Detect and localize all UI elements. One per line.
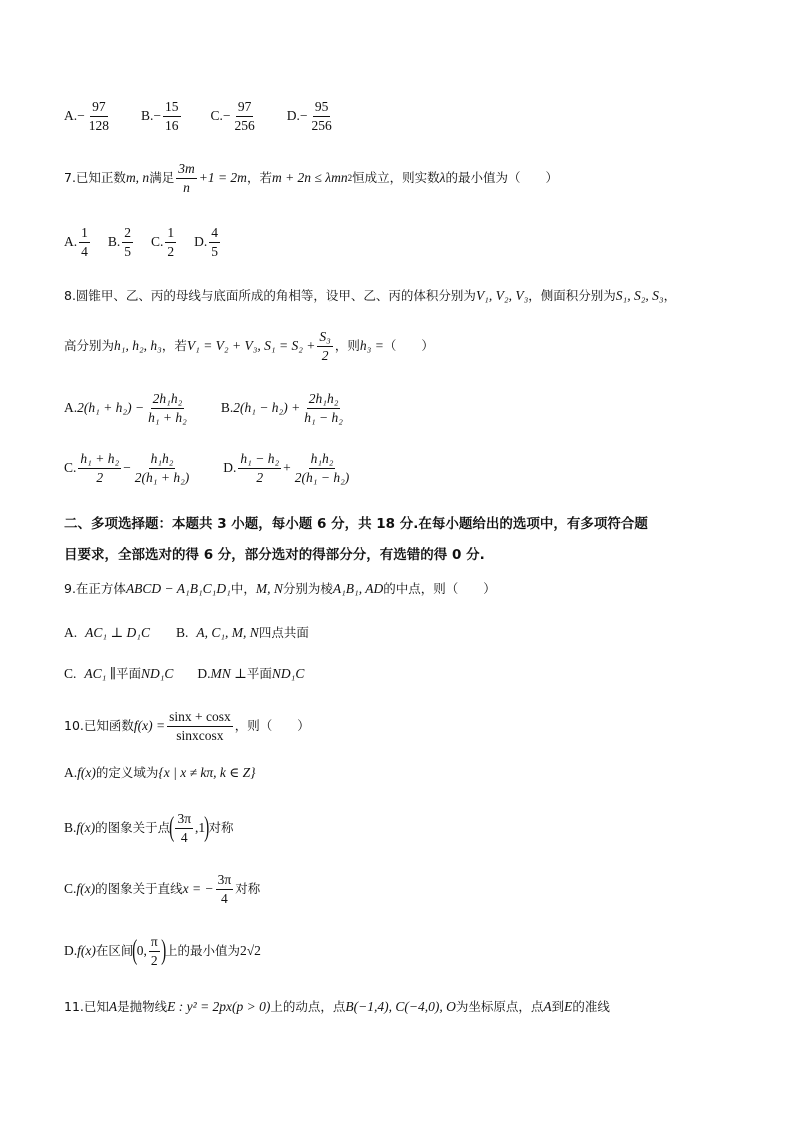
q9-stem: 9.在正方体 ABCD − A₁B₁C₁D₁ 中， M, N 分别为棱 A₁B₁, AD 的中点，则（ ） bbox=[64, 580, 496, 596]
q6-option-d: D. − $\frac{95}{256}$ bbox=[286, 99, 332, 133]
q6-option-c: C. − $\frac{97}{256}$ bbox=[210, 99, 255, 133]
fraction: $\frac{3m}{n}$ bbox=[178, 161, 195, 195]
q7-option-c: C. $\frac{1}{2}$ bbox=[151, 225, 175, 259]
q8-option-a: A. 2(h₁ + h₂) − $\frac{\text{2h₁h₂}}{\text{h₁ + h₂}}$ bbox=[64, 391, 187, 425]
section-header-line1: 二、多项选择题：本题共 3 小题，每小题 6 分，共 18 分.在每小题给出的选项中，有多项符合题 bbox=[64, 516, 648, 532]
q7-option-a: A. $\frac{1}{4}$ bbox=[64, 225, 88, 259]
q6-options bbox=[64, 100, 364, 132]
fraction: $\frac{97}{256}$ bbox=[234, 99, 255, 133]
q9-option-a: A. AC₁ ⊥ D₁C bbox=[64, 625, 150, 640]
fraction: $\frac{\text{S₃}}{2}$ bbox=[319, 329, 331, 363]
fraction: $\frac{\sin x + \cos x}{\text{sinxcosx}}$ bbox=[169, 709, 231, 743]
q9-options-ab bbox=[64, 626, 337, 640]
q6-option-b: B. − $\frac{15}{16}$ bbox=[141, 99, 179, 133]
q8-stem-line1: 8.圆锥甲、乙、丙的母线与底面所成的角相等，设甲、乙、丙的体积分别为 V₁, V₂, V₃ ，侧面积分别为 S₁, S₂, S₃ ， bbox=[64, 287, 677, 303]
q9-option-c: C. AC₁ ∥ 平面 ND₁C bbox=[64, 665, 174, 681]
section-header-line2: 目要求，全部选对的得 6 分，部分选对的得部分分，有选错的得 0 分. bbox=[64, 547, 485, 563]
q10-option-d: D. f(x) 在区间 ( 0, $\frac{\pi}{2}$ ) 上的最小值为 2√2 bbox=[64, 934, 261, 968]
q7-option-b: B. $\frac{2}{5}$ bbox=[107, 225, 132, 259]
q8-option-d: D. $\frac{\text{h₁ − h₂}}{2}$ + $\frac{\text{h₁h₂}}{\text{2(h₁ − h₂)}}$ bbox=[223, 451, 350, 485]
q7-options bbox=[64, 226, 238, 258]
q8-option-b: B. 2(h₁ − h₂) + $\frac{\text{2h₁h₂}}{\text{h₁ − h₂}}$ bbox=[220, 391, 343, 425]
fraction: $\frac{97}{128}$ bbox=[88, 99, 109, 133]
q7-stem: 7.已知正数 m, n 满足 $\frac{3m}{n}$ +1 = 2m ，若 m + 2n ≤ λmn 2 恒成立，则实数 λ 的最小值为（ ） bbox=[64, 161, 558, 195]
q10-option-c: C. f(x) 的图象关于直线 x = − $\frac{3\pi}{4}$ 对称 bbox=[64, 872, 261, 906]
q9-option-b: B. A, C₁, M, N 四点共面 bbox=[175, 624, 309, 640]
q8-stem-line2: 高分别为 h₁, h₂, h₃ ，若 V₁ = V₂ + V₃, S₁ = S₂ + $\frac{\text{S₃}}{2}$ ，则 h₃ = （ ） bbox=[64, 329, 434, 363]
q8-option-c: C. $\frac{\text{h₁ + h₂}}{2}$ − $\frac{\text{h₁h₂}}{\text{2(h₁ + h₂)}}$ bbox=[64, 451, 190, 485]
q7-option-d: D. $\frac{4}{5}$ bbox=[194, 225, 219, 259]
q10-option-a: A. f(x) 的定义域为 {x | x ≠ kπ, k ∈ Z} bbox=[64, 764, 256, 780]
fraction: $\frac{15}{16}$ bbox=[165, 99, 179, 133]
q8-options-ab bbox=[64, 392, 375, 424]
fraction: $\frac{95}{256}$ bbox=[311, 99, 332, 133]
q9-options-cd bbox=[64, 667, 332, 681]
q8-options-cd bbox=[64, 452, 381, 484]
q10-option-b: B. f(x) 的图象关于点 ( $\frac{3\pi}{4}$ ,1 ) 对称 bbox=[64, 811, 234, 845]
q6-option-a: A. − $\frac{97}{128}$ bbox=[64, 99, 109, 133]
q11-stem: 11.已知 A 是抛物线 E : y² = 2px(p > 0) 上的动点，点 B(−1,4), C(−4,0), O 为坐标原点，点 A 到 E 的准线 bbox=[64, 998, 610, 1014]
q10-stem: 10.已知函数 f(x) = $\frac{\sin x + \cos x}{\text{sinxcosx}}$ ，则（ ） bbox=[64, 709, 310, 743]
q9-option-d: D. MN ⊥ 平面 ND₁C bbox=[197, 665, 305, 681]
